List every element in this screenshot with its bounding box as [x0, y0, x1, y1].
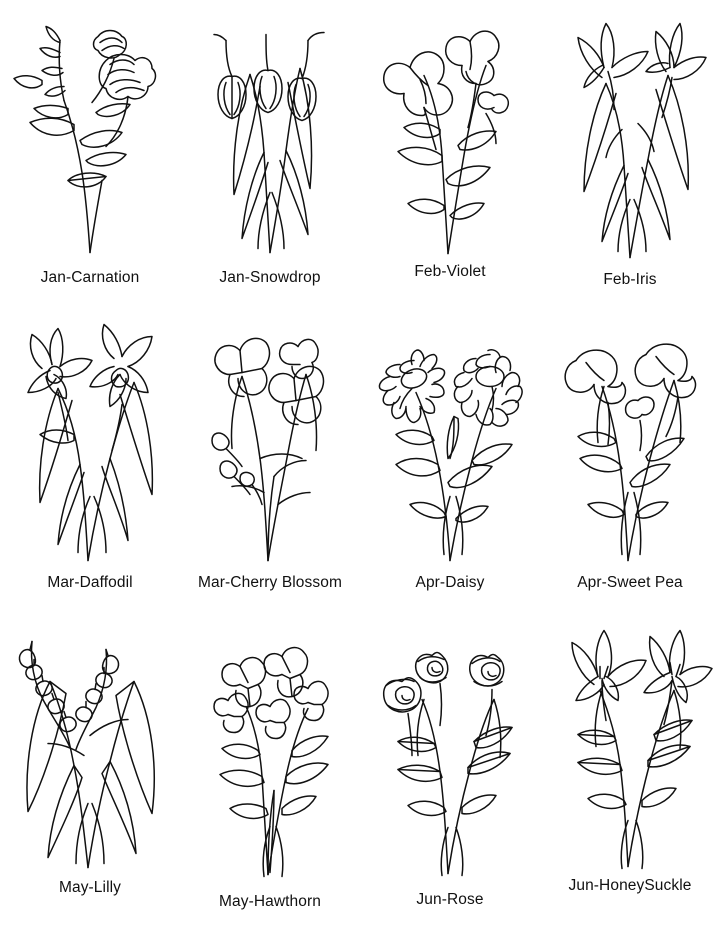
flower-label: May-Hawthorn — [219, 893, 321, 910]
lily-of-the-valley-bouquet-icon — [2, 612, 178, 879]
flower-card-apr-sweet-pea[interactable] — [540, 309, 720, 612]
flower-label: Feb-Violet — [414, 263, 486, 280]
violet-bouquet-icon — [362, 6, 538, 263]
cherry-blossom-bouquet-icon — [182, 309, 358, 574]
flower-card-jun-rose[interactable] — [360, 612, 540, 915]
flower-card-apr-daisy[interactable] — [360, 309, 540, 612]
daisy-bouquet-icon — [362, 309, 538, 574]
flower-card-feb-violet[interactable] — [360, 6, 540, 309]
daffodil-bouquet-icon — [2, 309, 178, 574]
flower-label: Apr-Daisy — [415, 574, 485, 591]
flower-label: Apr-Sweet Pea — [577, 574, 683, 591]
flower-label: Mar-Daffodil — [47, 574, 133, 591]
flower-label: Jan-Carnation — [40, 269, 140, 286]
flower-label: Jun-HoneySuckle — [568, 877, 692, 894]
snowdrop-bouquet-icon — [182, 6, 358, 269]
flower-label: Mar-Cherry Blossom — [198, 574, 342, 591]
carnation-bouquet-icon — [2, 6, 178, 269]
flower-label: May-Lilly — [58, 879, 122, 896]
flower-card-may-hawthorn[interactable] — [180, 612, 360, 915]
rose-bouquet-icon — [362, 612, 538, 891]
flower-card-mar-cherry-blossom[interactable] — [180, 309, 360, 612]
flower-card-feb-iris[interactable] — [540, 6, 720, 309]
flower-label: Jun-Rose — [416, 891, 484, 908]
honeysuckle-bouquet-icon — [542, 612, 718, 877]
flower-card-mar-daffodil[interactable] — [0, 309, 180, 612]
flower-card-may-lilly[interactable] — [0, 612, 180, 915]
iris-bouquet-icon — [542, 6, 718, 271]
flower-label: Feb-Iris — [603, 271, 657, 288]
flower-label: Jan-Snowdrop — [219, 269, 321, 286]
flower-card-jan-carnation[interactable] — [0, 6, 180, 309]
sweet-pea-bouquet-icon — [542, 309, 718, 574]
hawthorn-bouquet-icon — [182, 612, 358, 893]
flower-card-jun-honeysuckle[interactable] — [540, 612, 720, 915]
flower-card-jan-snowdrop[interactable] — [180, 6, 360, 309]
